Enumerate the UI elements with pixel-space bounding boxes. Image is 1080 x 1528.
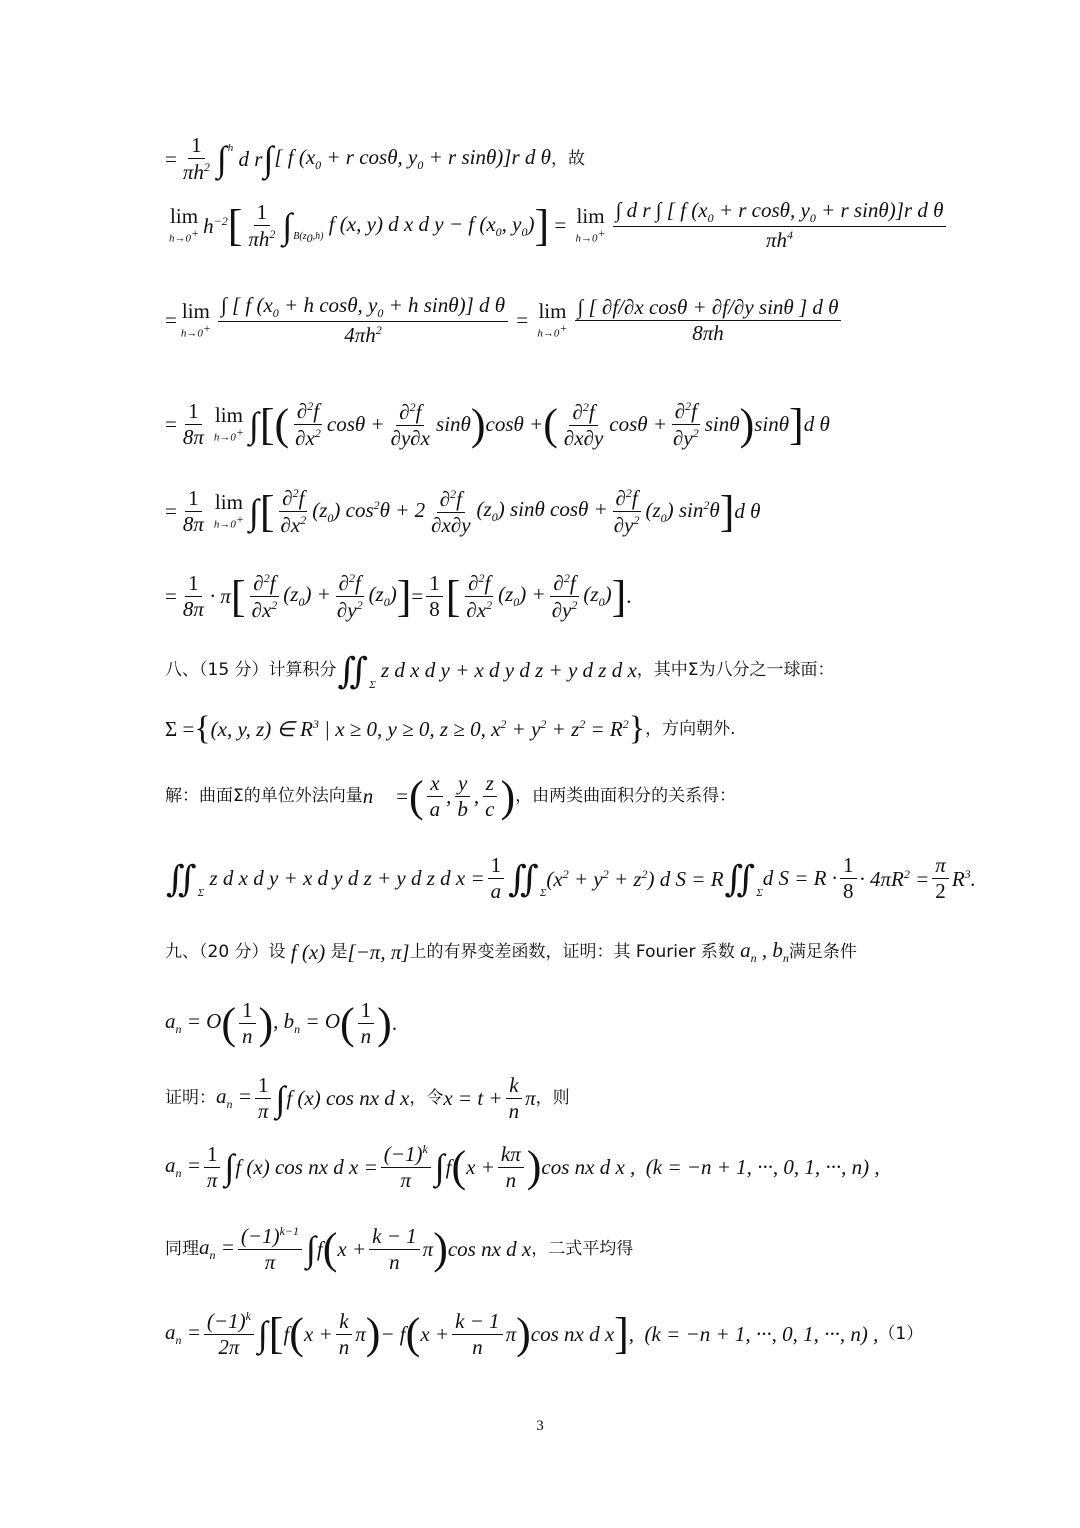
text-run: ，则 — [535, 1088, 570, 1108]
equation-line-5: = $\frac{1}{8\pi}$ lim h→0+ ∫ [ $\frac{\partial^2f}{\partial x^2}$ $(z_0) \cos^2\theta + 2$ $\frac{\partial^2f}{\partial x\partial y}$ $(z_0)$ sinθ cosθ + $\frac{\partial^2f}{\partial y^2}$ $(z_0)$ $\sin^2\theta$ ] d θ — [165, 486, 761, 537]
equation-line-2: lim h→0+ $h^{-2}$ [ $\frac{1}{\pi h^2}$ ∫ $B(z_0,h)$ f (x, y) d x d y − f ($x_0$, $y_0$) ] = lim h→0+ $\frac{\int d r \int [ f (x_0 + r \cos\theta, y_0 + r \sin\theta)]r d \theta}{\pi h^4}$ — [165, 200, 949, 251]
problem-8-statement: 八、（15 分）计算积分 ∬ Σ z d x d y + x d y d z + y d z d x ，其中Σ为八分之一球面： — [165, 650, 835, 691]
text-run: ，由两类曲面积分的关系得： — [515, 786, 737, 806]
sphere-set-definition: Σ = { (x, y, z) ∈ $R^3$ | x ≥ 0, y ≥ 0, z ≥ 0, $x^2 + y^2 + z^2 = R^2$ } ，方向朝外. — [165, 710, 736, 747]
proof-9-equation-3: $a_n$ = $\frac{(-1)^k}{2\pi}$ ∫ [ f ( x + $\frac{k}{n}$ π ) − f ( x + $\frac{k - 1}{n}$ π ) cos nx d x ] , (k = −n + 1, ···, 0, 1, ···, n) , （1） — [165, 1308, 924, 1359]
text-run: ，故 — [550, 148, 585, 169]
fraction: $\frac{1}{\pi h^2}$ — [182, 133, 210, 184]
proof-9-equation-2: 同理 $a_n$ = $\frac{(-1)^{k-1}}{\pi}$ ∫ f ( x + $\frac{k - 1}{n}$ π ) cos nx d x ，二式平均得 — [165, 1223, 634, 1274]
equation-line-4: = $\frac{1}{8\pi}$ lim h→0+ ∫ [( $\frac{\partial^2f}{\partial x^2}$ cosθ + $\frac{\partial^2f}{\partial y\partial x}$ sinθ ) cosθ + ( $\frac{\partial^2f}{\partial x\partial y}$ cosθ + $\frac{\partial^2f}{\partial y^2}$ sinθ ) sinθ ] d θ — [165, 399, 830, 450]
text-run: 上的有界变差函数，证明：其 Fourier 系数 — [409, 941, 735, 962]
text-run: ，方向朝外. — [645, 718, 736, 739]
problem-9-statement: 九、（20 分）设 f (x) 是 [−π, π] 上的有界变差函数，证明：其 Fourier 系数 $a_n$ , $b_n$ 满足条件 — [165, 938, 857, 966]
solution-8-computation: ∬ Σ z d x d y + x d y d z + y d z d x = $\frac{1}{a}$ ∬ Σ $(x^2 + y^2 + z^2)$ d S = R ∬ Σ d S = R · $\frac{1}{8}$ · $4\pi R^2$ = $\frac{\pi}{2}$ $R^3$. — [166, 853, 976, 903]
text-run: 是 — [330, 941, 348, 962]
solution-8-intro: 解：曲面Σ的单位外法向量 n⃗ = ( $\frac{x}{a}$ , $\frac{y}{b}$ , $\frac{z}{c}$ ) ，由两类曲面积分的关系得： — [165, 771, 737, 821]
big-o-condition: $a_n = O$ ( $\frac{1}{n}$ ) , $b_n = O$ ( $\frac{1}{n}$ ) . — [165, 998, 398, 1048]
limit: lim h→0+ — [169, 204, 200, 245]
equation-line-1: = $\frac{1}{\pi h^2}$ ∫ h d r ∫ [ f ($x_0 + r$ cosθ, $y_0 + r$ sinθ)]r d θ ，故 — [165, 133, 585, 184]
equation-line-6: = $\frac{1}{8\pi}$ · π [ $\frac{\partial^2f}{\partial x^2}$ $(z_0)$ + $\frac{\partial^2f}{\partial y^2}$ $(z_0)$ ] = $\frac{1}{8}$ [ $\frac{\partial^2f}{\partial x^2}$ $(z_0)$ + $\frac{\partial^2f}{\partial y^2}$ $(z_0)$ ] . — [165, 571, 632, 622]
text-run: ，二式平均得 — [531, 1238, 634, 1259]
equation-tag: （1） — [878, 1323, 924, 1344]
problem-label: 九、（20 分）设 — [165, 941, 286, 962]
text-run: 同理 — [165, 1238, 199, 1259]
problem-label: 八、（15 分）计算积分 — [165, 660, 337, 680]
equation-line-3: = lim h→0+ $\frac{\int [ f (x_0 + h \cos\theta, y_0 + h \sin\theta)] d \theta}{4\pi h^2}$ = lim h→0+ $\frac{\text{∫ [ ∂f/∂x cosθ + ∂f/∂y sinθ ] d θ}}{8\pi h}$ — [165, 295, 844, 346]
text-run: ，令 — [409, 1088, 444, 1108]
text-run: ，其中Σ为八分之一球面： — [636, 660, 835, 680]
solution-label: 解：曲面Σ的单位外法向量 — [165, 786, 363, 806]
proof-label: 证明： — [165, 1088, 216, 1108]
page-number: 3 — [536, 1418, 544, 1434]
proof-9-intro: 证明： $a_n$ = $\frac{1}{\pi}$ ∫ f (x) cos nx d x ，令 x = t + $\frac{k}{n}$ π ，则 — [165, 1073, 570, 1123]
text-run: 满足条件 — [788, 941, 857, 962]
proof-9-equation-1: $a_n$ = $\frac{1}{\pi}$ ∫ f (x) cos nx d x = $\frac{(-1)^k}{\pi}$ ∫ f ( x + $\frac{k\pi}{n}$ ) cos nx d x , (k = −n + 1, ···, 0, 1, ···, n) , — [165, 1141, 880, 1192]
